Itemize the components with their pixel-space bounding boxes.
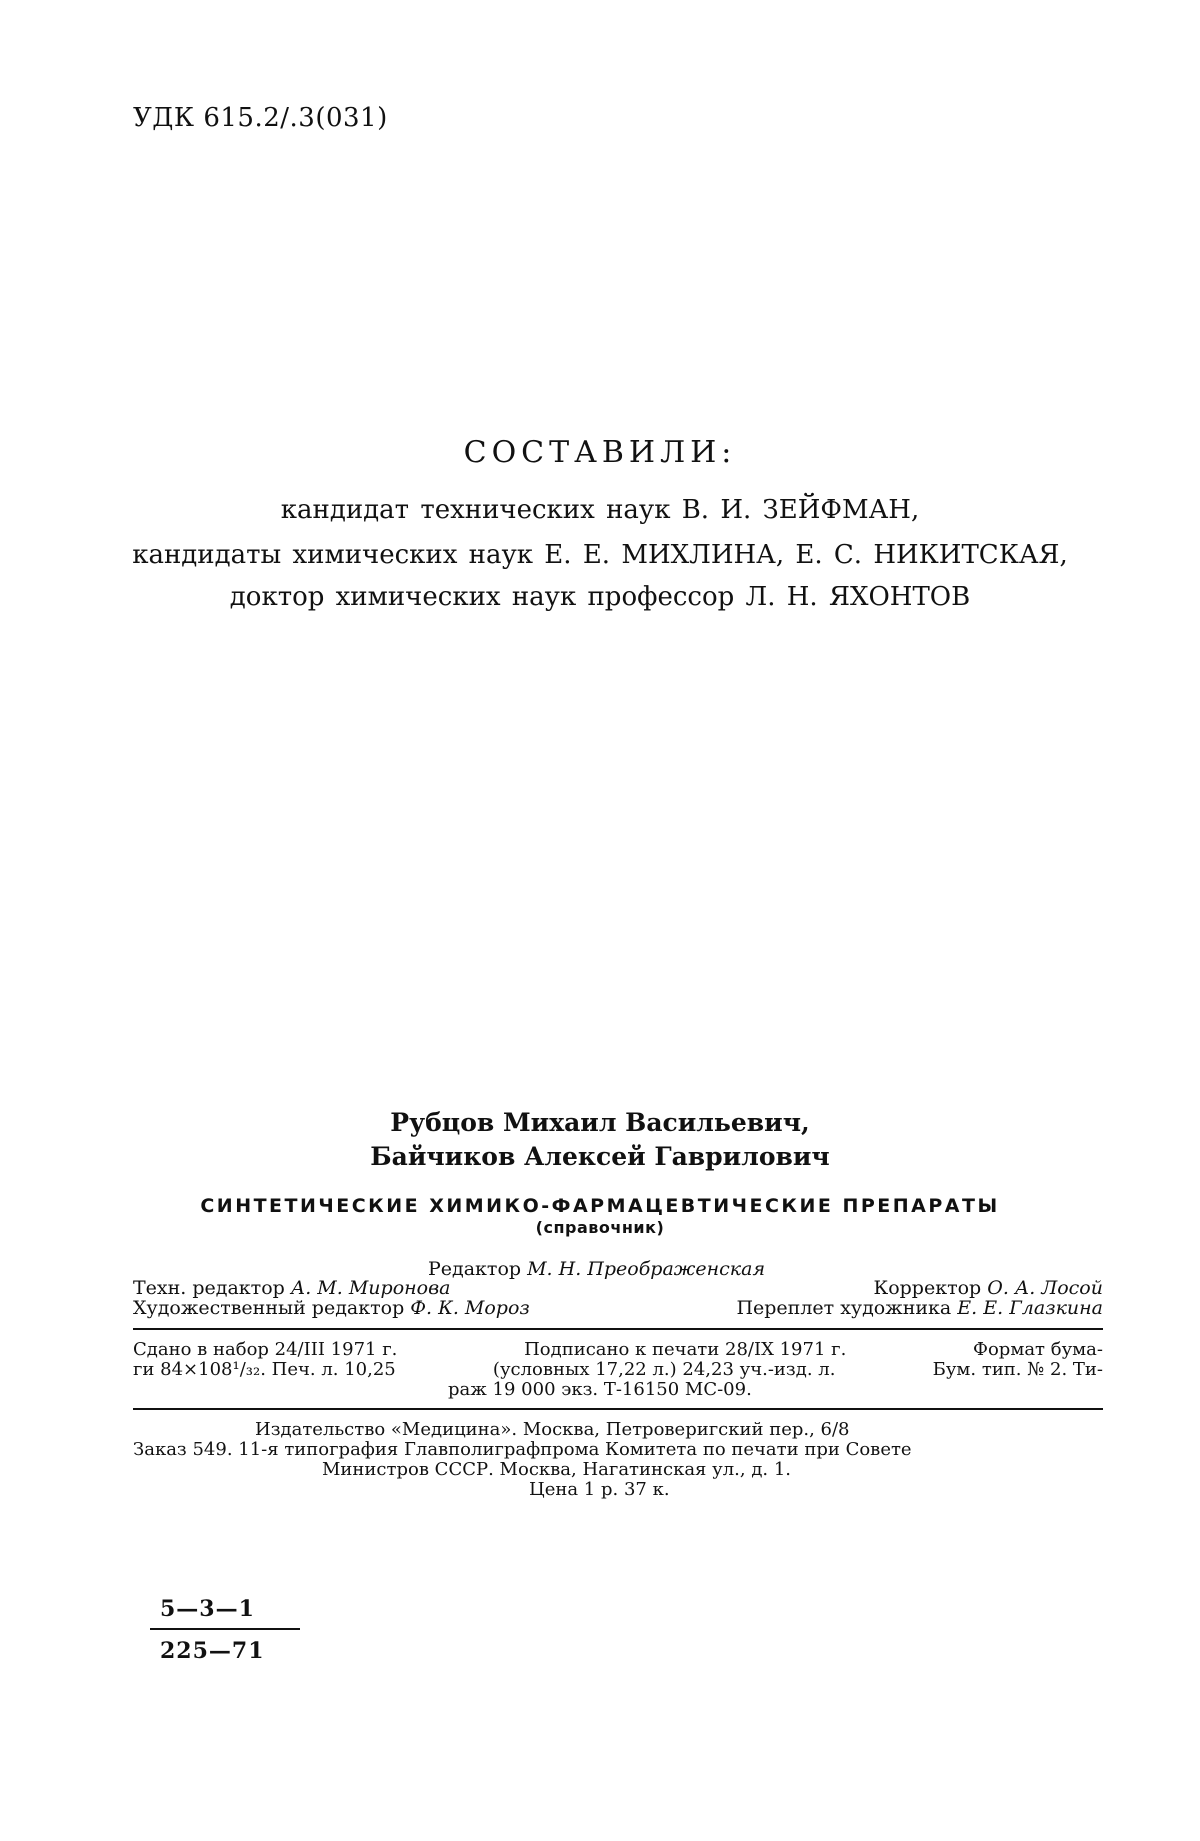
udk-code: УДК 615.2/.3(031) [133, 103, 388, 133]
editor-label: Редактор [428, 1258, 522, 1280]
art-editor-credit [133, 1298, 530, 1318]
binding-artist-name: Е. Е. Глазкина [957, 1297, 1103, 1319]
editor-credit [428, 1259, 765, 1279]
publisher-line: Министров СССР. Москва, Нагатинская ул., д. 1. [322, 1459, 792, 1480]
divider [133, 1328, 1103, 1330]
art-editor-name: Ф. К. Мороз [410, 1297, 530, 1319]
tech-editor-label: Техн. редактор [133, 1277, 285, 1299]
print-details-line [133, 1339, 1103, 1360]
classification-bottom: 225—71 [160, 1638, 265, 1664]
corrector-credit [874, 1278, 1104, 1298]
book-title: СИНТЕТИЧЕСКИЕ ХИМИКО-ФАРМАЦЕВТИЧЕСКИЕ ПРЕПАРАТЫ [200, 1195, 1000, 1217]
publisher-line: Заказ 549. 11-я типография Главполиграфпрома Комитета по печати при Совете [133, 1439, 912, 1460]
price: Цена 1 р. 37 к. [529, 1479, 670, 1500]
compiler-line: кандидат технических наук В. И. ЗЕЙФМАН, [280, 495, 920, 525]
compiler-line: кандидаты химических наук Е. Е. МИХЛИНА, Е. С. НИКИТСКАЯ, [132, 540, 1068, 570]
corrector-label: Корректор [873, 1277, 982, 1299]
print-details-text: Бум. тип. № 2. Ти- [932, 1359, 1103, 1380]
publisher-line: Издательство «Медицина». Москва, Петроверигский пер., 6/8 [255, 1419, 850, 1440]
print-details-text: Подписано к печати 28/IX 1971 г. [524, 1339, 847, 1360]
book-subtitle: (справочник) [535, 1218, 665, 1237]
author-name: Рубцов Михаил Васильевич, [390, 1108, 810, 1137]
print-details-text: (условных 17,22 л.) 24,23 уч.-изд. л. [492, 1359, 836, 1380]
corrector-name: О. А. Лосой [987, 1277, 1103, 1299]
author-name: Байчиков Алексей Гаврилович [370, 1142, 830, 1171]
editor-name: М. Н. Преображенская [527, 1258, 766, 1280]
divider [133, 1408, 1103, 1410]
compiler-line: доктор химических наук профессор Л. Н. ЯХОНТОВ [229, 582, 971, 612]
authors-block [0, 1106, 1200, 1174]
tech-editor-credit [133, 1278, 450, 1298]
tech-editor-name: А. М. Миронова [290, 1277, 451, 1299]
print-details-text: Сдано в набор 24/III 1971 г. [133, 1339, 398, 1360]
print-details-line [133, 1359, 1103, 1380]
print-details-text: ги 84×108¹/₃₂. Печ. л. 10,25 [133, 1359, 396, 1380]
classification-divider [150, 1628, 300, 1630]
binding-credit [736, 1298, 1103, 1318]
print-details-line: раж 19 000 экз. Т-16150 МС-09. [448, 1379, 752, 1400]
classification-top: 5—3—1 [160, 1596, 255, 1622]
compiled-by-heading: СОСТАВИЛИ: [463, 435, 737, 470]
print-details-text: Формат бума- [973, 1339, 1103, 1360]
binding-label: Переплет художника [736, 1297, 952, 1319]
art-editor-label: Художественный редактор [133, 1297, 405, 1319]
